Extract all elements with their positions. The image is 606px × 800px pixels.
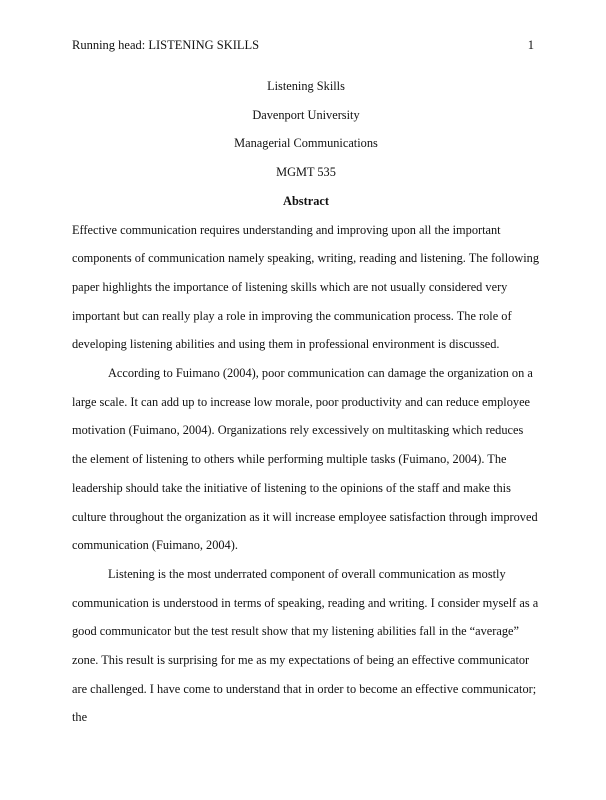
course-name: Managerial Communications <box>234 136 378 151</box>
body-paragraph-2: Listening is the most underrated component of overall communication as mostly communication is understood in terms of speaking, reading and writing. I consider myself as a good communicator but the test result show that my listening abilities fall in the “average” zone. This result is surprising for me as my expectations of being an effective communicator are challenged. I have come to understand that in order to become an effective communicator; the <box>72 566 539 725</box>
institution-name: Davenport University <box>252 107 360 122</box>
course-code: MGMT 535 <box>276 165 336 180</box>
abstract-paragraph: Effective communication requires understanding and improving upon all the important components of communication namely speaking, writing, reading and listening. The following paper highlights the importance of listening skills which are not usually considered very important but can really play a role in improving the communication process. The role of developing listening abilities and using them in professional environment is discussed. <box>72 222 540 352</box>
body-paragraph-1: According to Fuimano (2004), poor communication can damage the organization on a large scale. It can add up to increase low morale, poor productivity and can reduce employee motivation (Fuimano, 2004). Organizations rely excessively on multitasking which reduces the element of listening to others while performing multiple tasks (Fuimano, 2004). The leadership should take the initiative of listening to the opinions of the staff and make this culture throughout the organization as it will increase employee satisfaction through improved communication (Fuimano, 2004). <box>72 366 538 553</box>
page-number: 1 <box>527 38 534 52</box>
running-head: Running head: LISTENING SKILLS <box>72 38 260 52</box>
document-body <box>72 72 540 732</box>
document-title: Listening Skills <box>267 79 345 93</box>
abstract-heading: Abstract <box>283 193 329 208</box>
